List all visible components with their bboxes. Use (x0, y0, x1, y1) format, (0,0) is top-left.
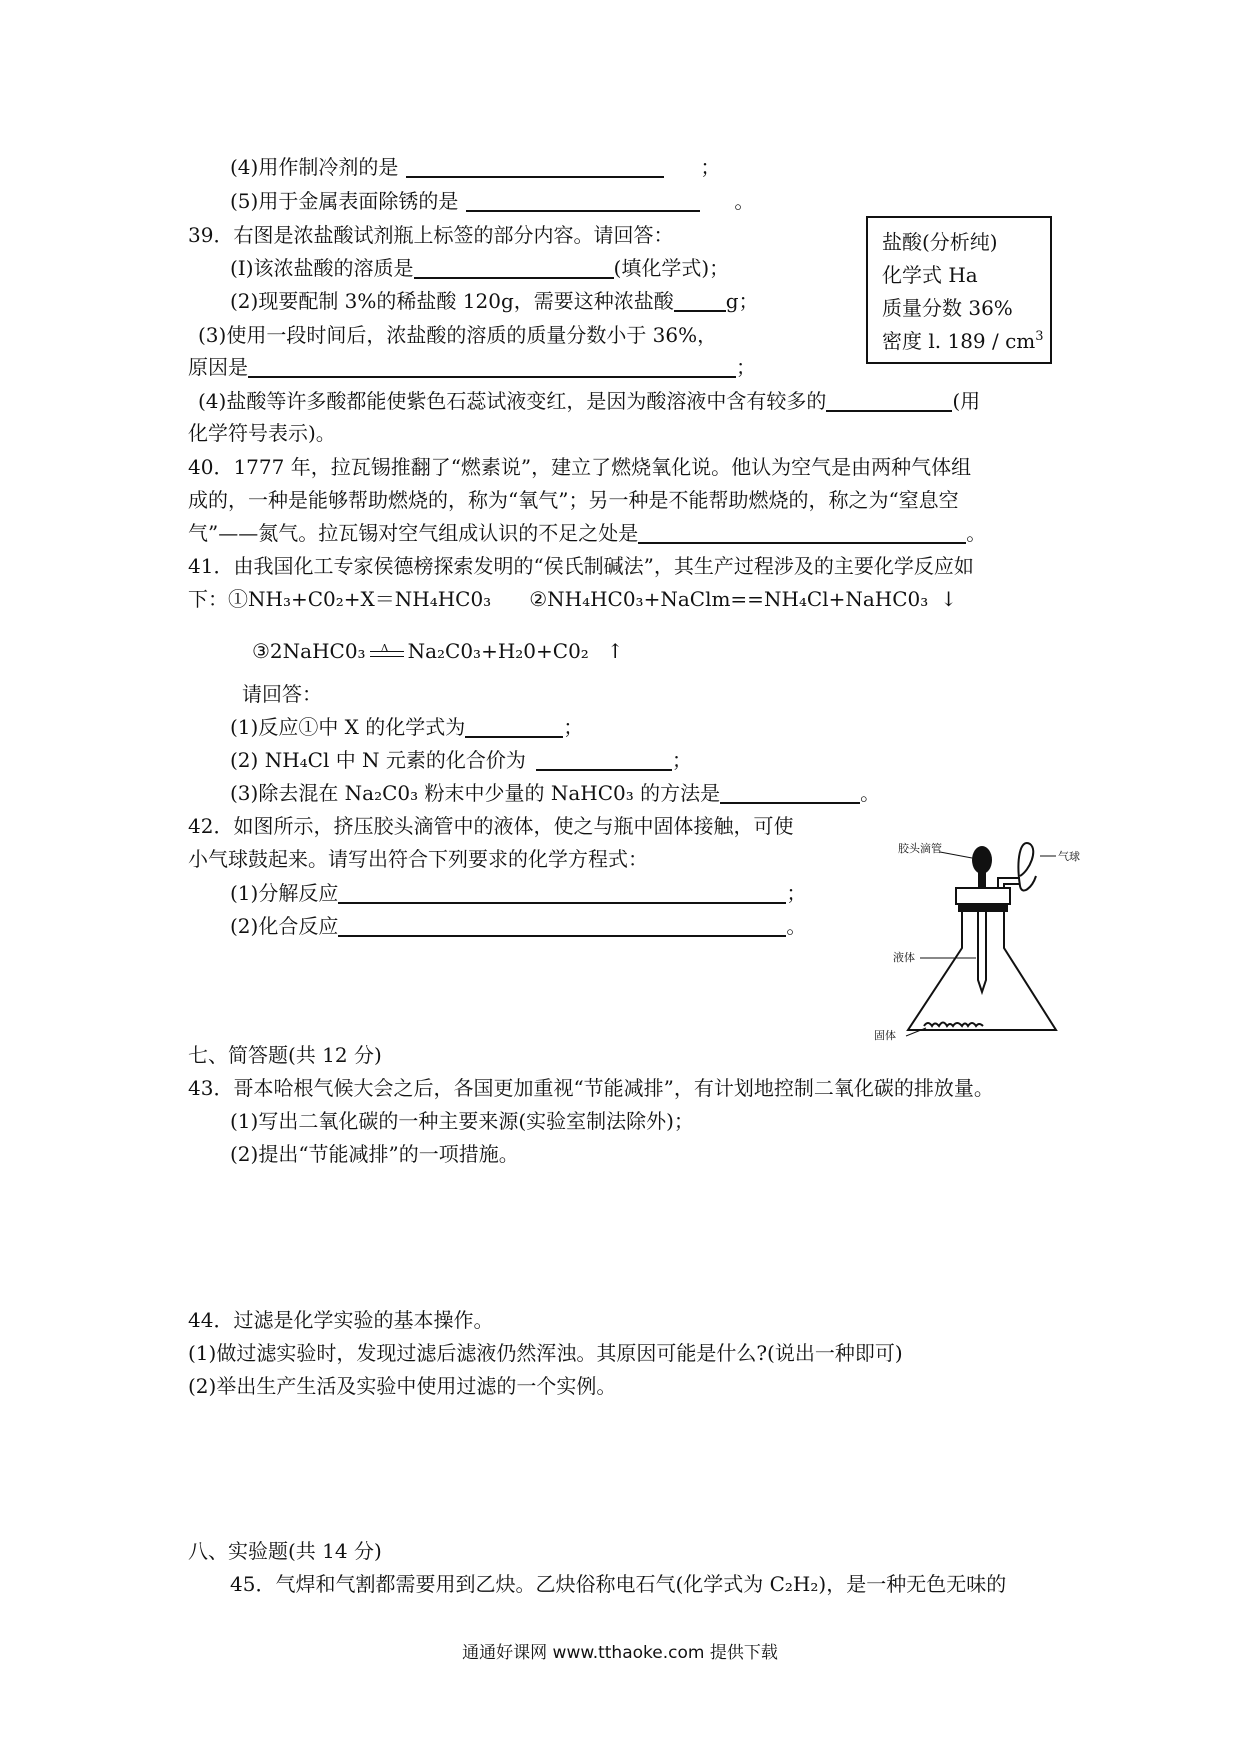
q38-item5: (5)用于金属表面除锈的是 。 (230, 189, 755, 213)
figure-label-liquid: 液体 (893, 951, 915, 964)
q39-item4: (4)盐酸等许多酸都能使紫色石蕊试液变红，是因为酸溶液中含有较多的 (用 (198, 389, 981, 413)
answer-blank[interactable] (338, 880, 786, 904)
label-line-4: 密度 l. $189 / cm^3$ (882, 329, 1044, 353)
q39-item4-cont: 化学符号表示)。 (188, 421, 336, 445)
answer-blank[interactable] (720, 780, 860, 804)
q45-line1: 45．气焊和气割都需要用到乙炔。乙炔俗称电石气(化学式为 C₂H₂)，是一种无色无味的 (230, 1572, 1007, 1596)
page-footer: 通通好课网 www.tthaoke.com 提供下载 (462, 1643, 778, 1663)
down-arrow-icon: ↓ (940, 587, 958, 611)
solid-granules-icon (924, 1023, 983, 1027)
section8-title: 八、实验题(共 14 分) (188, 1539, 382, 1563)
q40-line3: 气”——氮气。拉瓦锡对空气组成认识的不足之处是 。 (188, 521, 987, 545)
balloon-icon (1018, 843, 1036, 891)
q39-item2: (2)现要配制 3%的稀盐酸 120g，需要这种浓盐酸 g； (230, 289, 759, 313)
q42-line1: 42．如图所示，挤压胶头滴管中的液体，使之与瓶中固体接触，可使 (188, 814, 794, 838)
q44-stem: 44．过滤是化学实验的基本操作。 (188, 1308, 494, 1332)
equation-1: ①NH₃+C0₂+X＝NH₄HC0₃ (228, 587, 492, 611)
q39-stem: 39．右图是浓盐酸试剂瓶上标签的部分内容。请回答： (188, 223, 674, 247)
answer-blank[interactable] (414, 255, 614, 279)
answer-blank[interactable] (638, 520, 966, 544)
q42-item1: (1)分解反应 ； (230, 881, 807, 905)
label-line-1: 盐酸(分析纯) (882, 230, 998, 254)
q44-item2: (2)举出生产生活及实验中使用过滤的一个实例。 (188, 1374, 617, 1398)
q43-item1: (1)写出二氧化碳的一种主要来源(实验室制法除外)； (230, 1109, 694, 1133)
answer-blank[interactable] (406, 154, 664, 178)
q39-item1: (I)该浓盐酸的溶质是 (填化学式)； (230, 256, 730, 280)
answer-blank[interactable] (248, 354, 736, 378)
figure-label-dropper: 胶头滴管 (898, 842, 942, 855)
figure-label-solid: 固体 (874, 1029, 896, 1042)
q41-item1: (1)反应①中 X 的化学式为 ； (230, 715, 584, 739)
reagent-label-box (866, 216, 1052, 364)
answer-blank[interactable] (338, 913, 786, 937)
q39-item3: (3)使用一段时间后，浓盐酸的溶质的质量分数小于 36%， (198, 323, 718, 347)
q40-line2: 成的，一种是能够帮助燃烧的，称为“氧气”；另一种是不能帮助燃烧的，称之为“窒息空 (188, 488, 959, 512)
flask-icon (908, 912, 1056, 1030)
answer-blank[interactable] (826, 388, 952, 412)
q41-prompt: 请回答： (242, 682, 322, 706)
q38-item4: (4)用作制冷剂的是 ； (230, 155, 721, 179)
answer-blank[interactable] (466, 188, 700, 212)
answer-blank[interactable] (465, 714, 563, 738)
q43-stem: 43．哥本哈根气候大会之后，各国更加重视“节能减排”，有计划地控制二氧化碳的排放量。 (188, 1076, 994, 1100)
answer-blank[interactable] (674, 288, 726, 312)
dropper-bulb-icon (972, 846, 992, 874)
q44-item1: (1)做过滤实验时，发现过滤后滤液仍然浑浊。其原因可能是什么?(说出一种即可) (188, 1341, 903, 1365)
section7-title: 七、简答题(共 12 分) (188, 1043, 382, 1067)
answer-blank[interactable] (536, 747, 672, 771)
equation-3: ③2NaHC0₃ Δ Na₂C0₃+H₂0+C0₂ ↑ (252, 639, 624, 663)
q42-item2: (2)化合反应 。 (230, 914, 807, 938)
label-line-2: 化学式 Ha (882, 263, 978, 287)
q39-item3-reason: 原因是 ； (188, 355, 756, 379)
q41-line1: 41．由我国化工专家侯德榜探索发明的“侯氏制碱法”，其生产过程涉及的主要化学反应如 (188, 554, 974, 578)
heat-condition-icon: Δ (370, 640, 404, 660)
stopper-icon (956, 888, 1010, 904)
q41-item2: (2) NH₄Cl 中 N 元素的化合价为 ； (230, 748, 692, 772)
q42-line2: 小气球鼓起来。请写出符合下列要求的化学方程式： (188, 847, 648, 871)
q43-item2: (2)提出“节能减排”的一项措施。 (230, 1142, 519, 1166)
q41-line2: 下：①NH₃+C0₂+X＝NH₄HC0₃ ②NH₄HC0₃+NaClm==NH₄Cl+NaHC0₃ ↓ (188, 587, 958, 611)
up-arrow-icon: ↑ (606, 639, 624, 663)
equation-2: ②NH₄HC0₃+NaClm==NH₄Cl+NaHC0₃ (529, 587, 929, 611)
label-line-3: 质量分数 36% (882, 296, 1013, 320)
q40-line1: 40．1777 年，拉瓦锡推翻了“燃素说”，建立了燃烧氧化说。他认为空气是由两种气体组 (188, 455, 972, 479)
figure-label-balloon: 气球 (1058, 850, 1080, 863)
q41-item3: (3)除去混在 Na₂C0₃ 粉末中少量的 NaHC0₃ 的方法是 。 (230, 781, 881, 805)
